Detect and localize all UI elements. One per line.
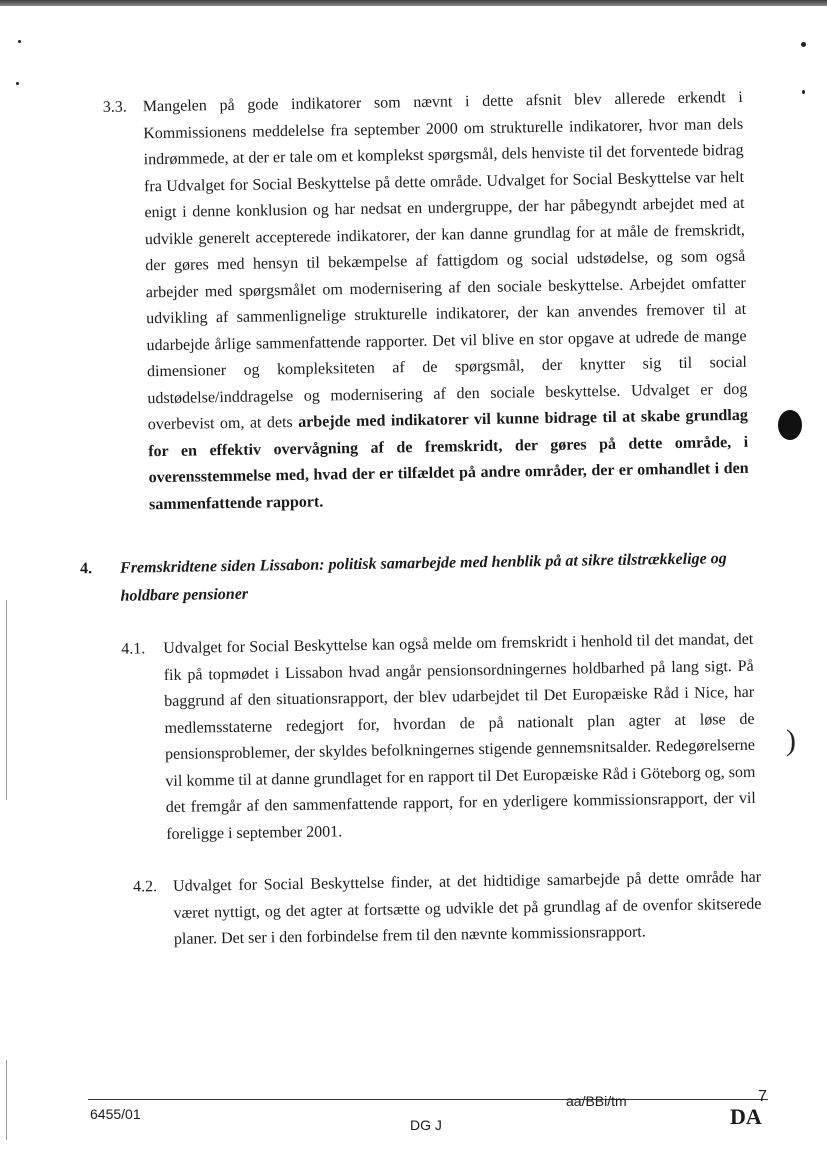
heading-number: 4. [79, 560, 93, 578]
page-number: 7 [758, 1088, 767, 1105]
subsection-number: 4.1. [121, 640, 146, 658]
subsection-paragraph: Udvalget for Social Beskyttelse kan også melde om fremskridt i henhold til det mandat, det fik på topmødet i Lissabon hvad angår pensionsordningernes holdbarhed på lang sigt. På baggrund af den situationsrapport, der blev udarbejdet til Det Europæiske Råd i Nice, har medlemsstaterne redegjort for, hvordan de på nationalt plan agter at løse de pensionsproblemer, der skyldes befolkningernes stigende gennemsnitsalder. Redegørelserne vil komme til at danne grundlaget for en rapport til Det Europæiske Råd i Göteborg og, som det fremgår af den sammenfattende rapport, for en yderligere kommissionsrapport, der vil foreligge i september 2001. [163, 630, 756, 843]
heading-title: Fremskridtene siden Lissabon: politisk samarbejde med henblik på at sikre tilstrækkelige og holdbare pensioner [119, 550, 727, 605]
document-number: 6455/01 [90, 1106, 141, 1122]
section-number: 3.3. [102, 98, 127, 116]
scan-mark: ) [786, 724, 796, 757]
subsection-number: 4.2. [132, 878, 158, 896]
directorate: DG J [410, 1117, 442, 1133]
subsection-paragraph: Udvalget for Social Beskyttelse finder, at det hidtidige samarbejde på dette område har været nyttigt, og det agter at fortsætte og udvikle det på grundlag af de ovenfor skitserede planer. Det ser i den forbindelse frem til den nævnte kommissionsrapport. [172, 868, 762, 948]
footer-rule [88, 1099, 768, 1100]
author-initials: aa/BBi/tm [566, 1093, 627, 1109]
section-text-bold: arbejde med indikatorer vil kunne bidrage til at skabe grundlag for en effektiv overvågning af de fremskridt, der gøres på dette område, i overensstemmelse med, hvad der er tilfældet på andre områder, der er omhandlet i den sammenfattende rapport. [148, 406, 749, 513]
section-text: Mangelen på gode indikatorer som nævnt i dette afsnit blev allerede erkendt i Kommissionens meddelelse fra september 2000 om strukturelle indikatorer, hvor man dels indrømmede, at der er tale om et komplekst spørgsmål, dels henviste til det forventede bidrag fra Udvalget for Social Beskyttelse på dette område. Udvalget for Social Beskyttelse var helt enigt i denne konklusion og har nedsat en undergruppe, der har påbegyndt arbejdet med at udvikle generelt accepterede indikatorer, der kan danne grundlag for at måle de fremskridt, der gøres med hensyn til bekæmpelse af fattigdom og social udstødelse, og som også arbejder med spørgsmålet om modernisering af den sociale beskyttelse. Arbejdet omfatter udvikling af sammenlignelige strukturelle indikatorer, der kan anvendes fremover til at udarbejde årlige sammenfattende rapporter. Det vil blive en stor opgave at udrede de mange dimensioner og kompleksiteten af de spørgsmål, der knytter sig til social udstødelse/inddragelse og modernisering af den sociale beskyttelse. Udvalget er dog overbevist om, at dets [142, 88, 748, 434]
scan-left-edge [6, 1060, 7, 1140]
section-paragraph [143, 85, 750, 518]
language-code: DA [730, 1104, 762, 1129]
